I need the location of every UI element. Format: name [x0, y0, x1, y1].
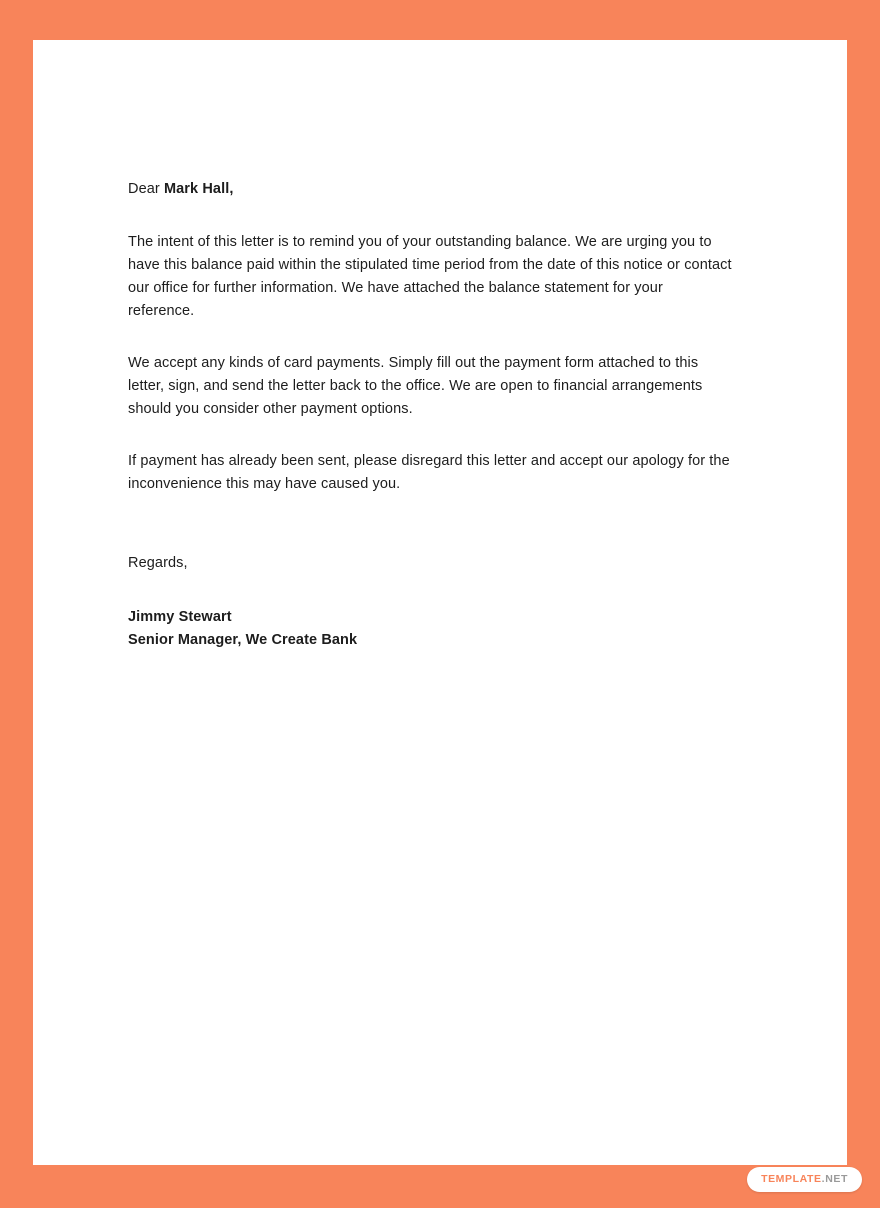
- signer-title: Senior Manager, We Create Bank: [128, 632, 358, 649]
- template-watermark: [747, 1167, 862, 1192]
- salutation-prefix: Dear: [128, 181, 164, 197]
- closing-line: Regards,: [128, 554, 188, 571]
- paragraph-3: If payment has already been sent, please disregard this letter and accept our apology for the inconvenience this may have caused you.: [128, 452, 730, 492]
- salutation: [128, 178, 732, 200]
- signer-name: Jimmy Stewart: [128, 609, 232, 626]
- watermark-brand: TEMPLATE: [761, 1173, 822, 1185]
- paragraph-2: We accept any kinds of card payments. Simply fill out the payment form attached to this letter, sign, and send the letter back to the office. We are open to financial arrangements should you consider other payment options.: [128, 355, 703, 417]
- letter-body: [128, 178, 732, 652]
- paragraph-1: The intent of this letter is to remind you of your outstanding balance. We are urging you to have this balance paid within the stipulated time period from the date of this notice or contact our office for further information. We have attached the balance statement for your reference.: [128, 234, 732, 320]
- document-sheet: [33, 40, 847, 1165]
- watermark-suffix: .NET: [821, 1173, 848, 1185]
- watermark-label: [761, 1173, 848, 1185]
- recipient-name: Mark Hall,: [163, 181, 234, 197]
